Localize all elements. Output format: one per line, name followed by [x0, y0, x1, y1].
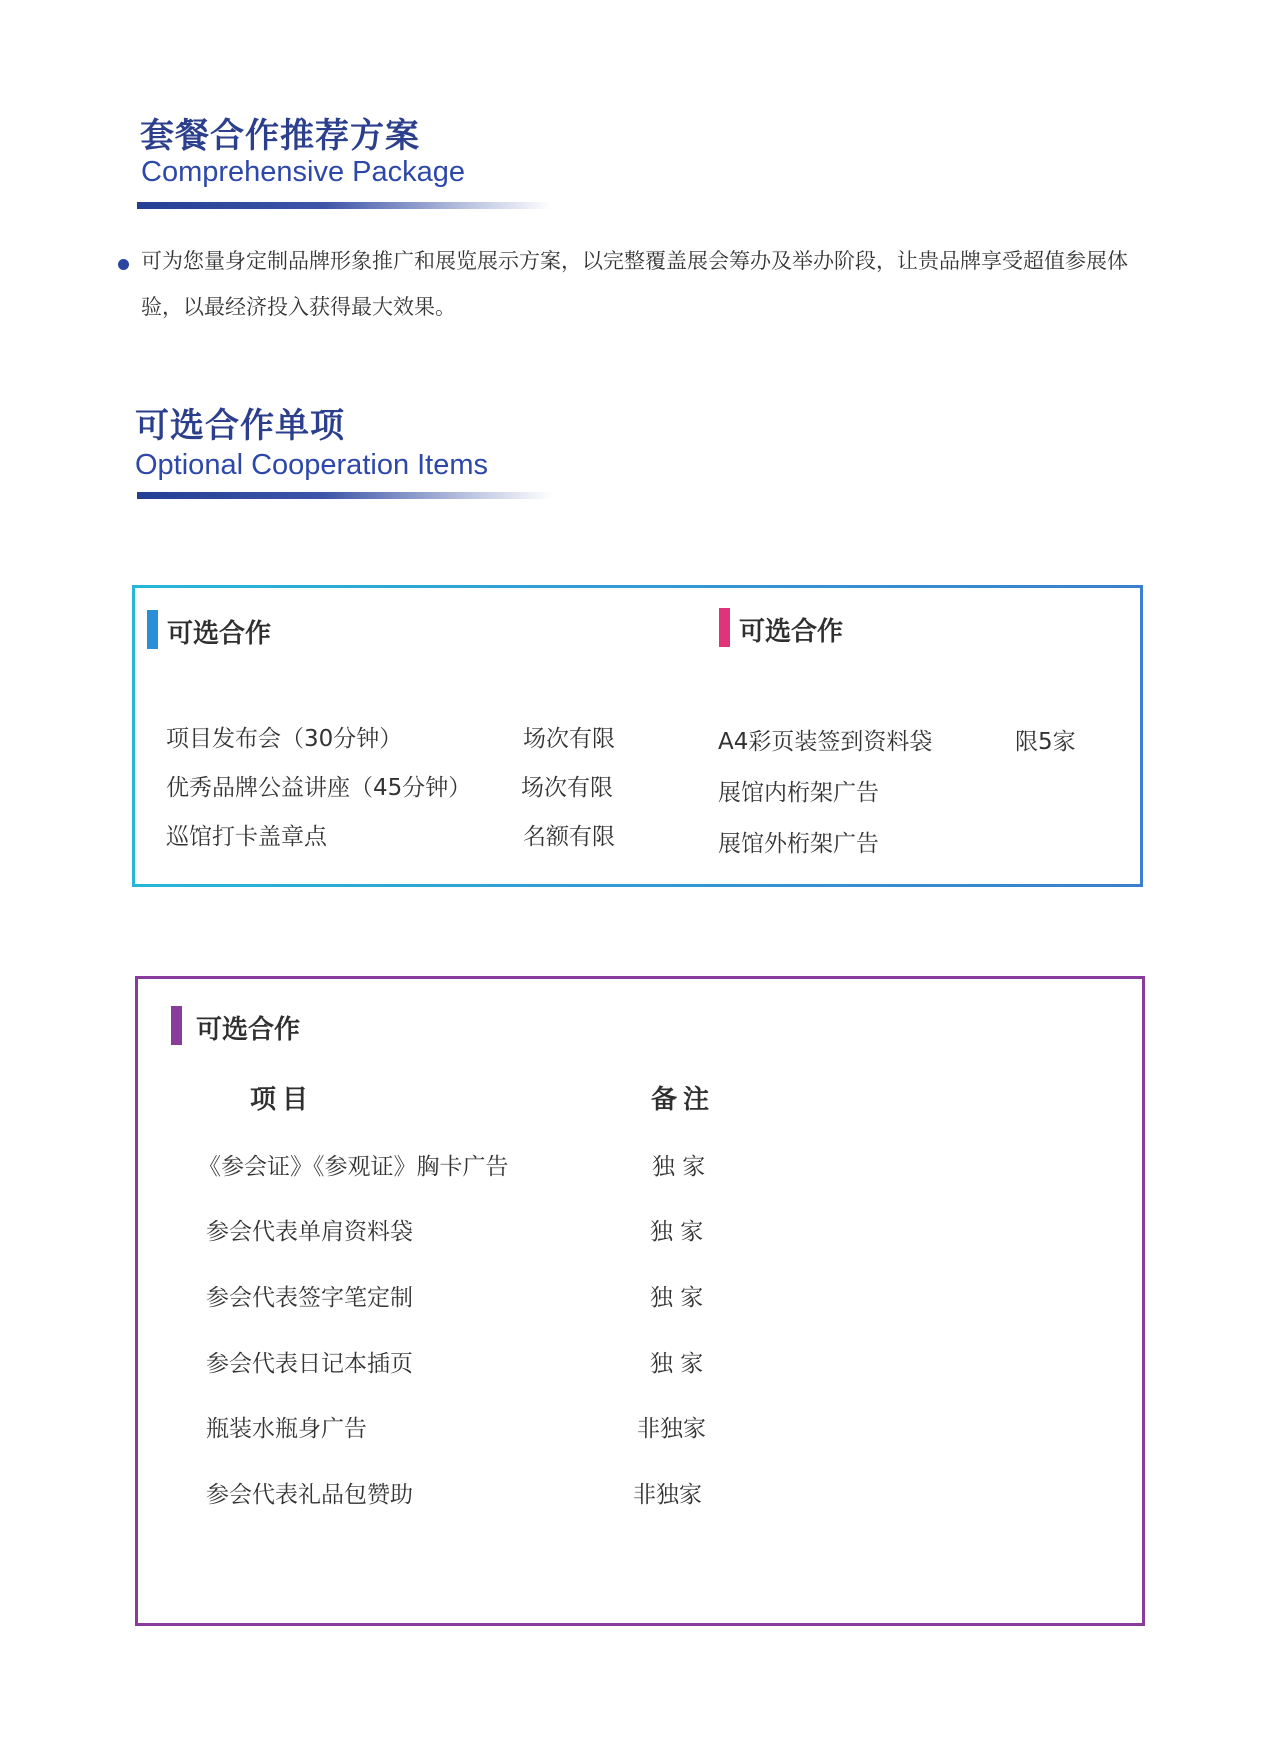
table-row-note: 独 家: [650, 1219, 704, 1245]
table-row-note: 非独家: [637, 1416, 706, 1442]
box1-left-item: 项目发布会（30分钟）: [166, 726, 403, 752]
box1-left-title: 可选合作: [167, 619, 272, 649]
table-row-item: 参会代表单肩资料袋: [206, 1219, 413, 1245]
bullet-dot: [118, 259, 129, 270]
box1-right-item: 展馆外桁架广告: [718, 831, 879, 857]
box1-left-item: 优秀品牌公益讲座（45分钟）: [166, 775, 472, 801]
tag-bar-pink: [719, 608, 730, 647]
box1-left-note: 场次有限: [521, 775, 613, 801]
tag-bar-purple: [171, 1006, 182, 1045]
section2-underline: [137, 492, 552, 499]
column-header-item: 项目: [250, 1085, 315, 1115]
column-header-note: 备注: [651, 1085, 716, 1115]
box1-right-note: 限5家: [1015, 729, 1076, 755]
table-row-item: 参会代表日记本插页: [206, 1351, 413, 1377]
box1-left-item: 巡馆打卡盖章点: [166, 824, 327, 850]
table-row-note: 独 家: [650, 1285, 704, 1311]
section1-title-en: Comprehensive Package: [141, 156, 466, 188]
section2-title-en: Optional Cooperation Items: [135, 449, 489, 481]
box1-left-note: 名额有限: [523, 824, 615, 850]
tag-bar-blue: [147, 610, 158, 649]
section2-title-zh: 可选合作单项: [135, 406, 345, 446]
table-row-item: 《参会证》《参观证》胸卡广告: [198, 1154, 509, 1180]
table-row-item: 参会代表签字笔定制: [206, 1285, 413, 1311]
table-row-note: 独 家: [650, 1351, 704, 1377]
table-row-item: 参会代表礼品包赞助: [206, 1482, 413, 1508]
box1-right-item: A4彩页装签到资料袋: [718, 729, 933, 755]
intro-paragraph: 可为您量身定制品牌形象推广和展览展示方案，以完整覆盖展会筹办及举办阶段，让贵品牌享受超值参展体验，以最经济投入获得最大效果。: [141, 249, 1128, 319]
box1-right-item: 展馆内桁架广告: [718, 780, 879, 806]
box2-title: 可选合作: [196, 1015, 301, 1045]
section1-title-zh: 套餐合作推荐方案: [140, 116, 420, 156]
section1-underline: [137, 202, 552, 209]
table-row-item: 瓶装水瓶身广告: [206, 1416, 367, 1442]
table-row-note: 独 家: [652, 1154, 706, 1180]
box1-left-note: 场次有限: [523, 726, 615, 752]
table-row-note: 非独家: [633, 1482, 702, 1508]
box1-right-title: 可选合作: [739, 617, 844, 647]
